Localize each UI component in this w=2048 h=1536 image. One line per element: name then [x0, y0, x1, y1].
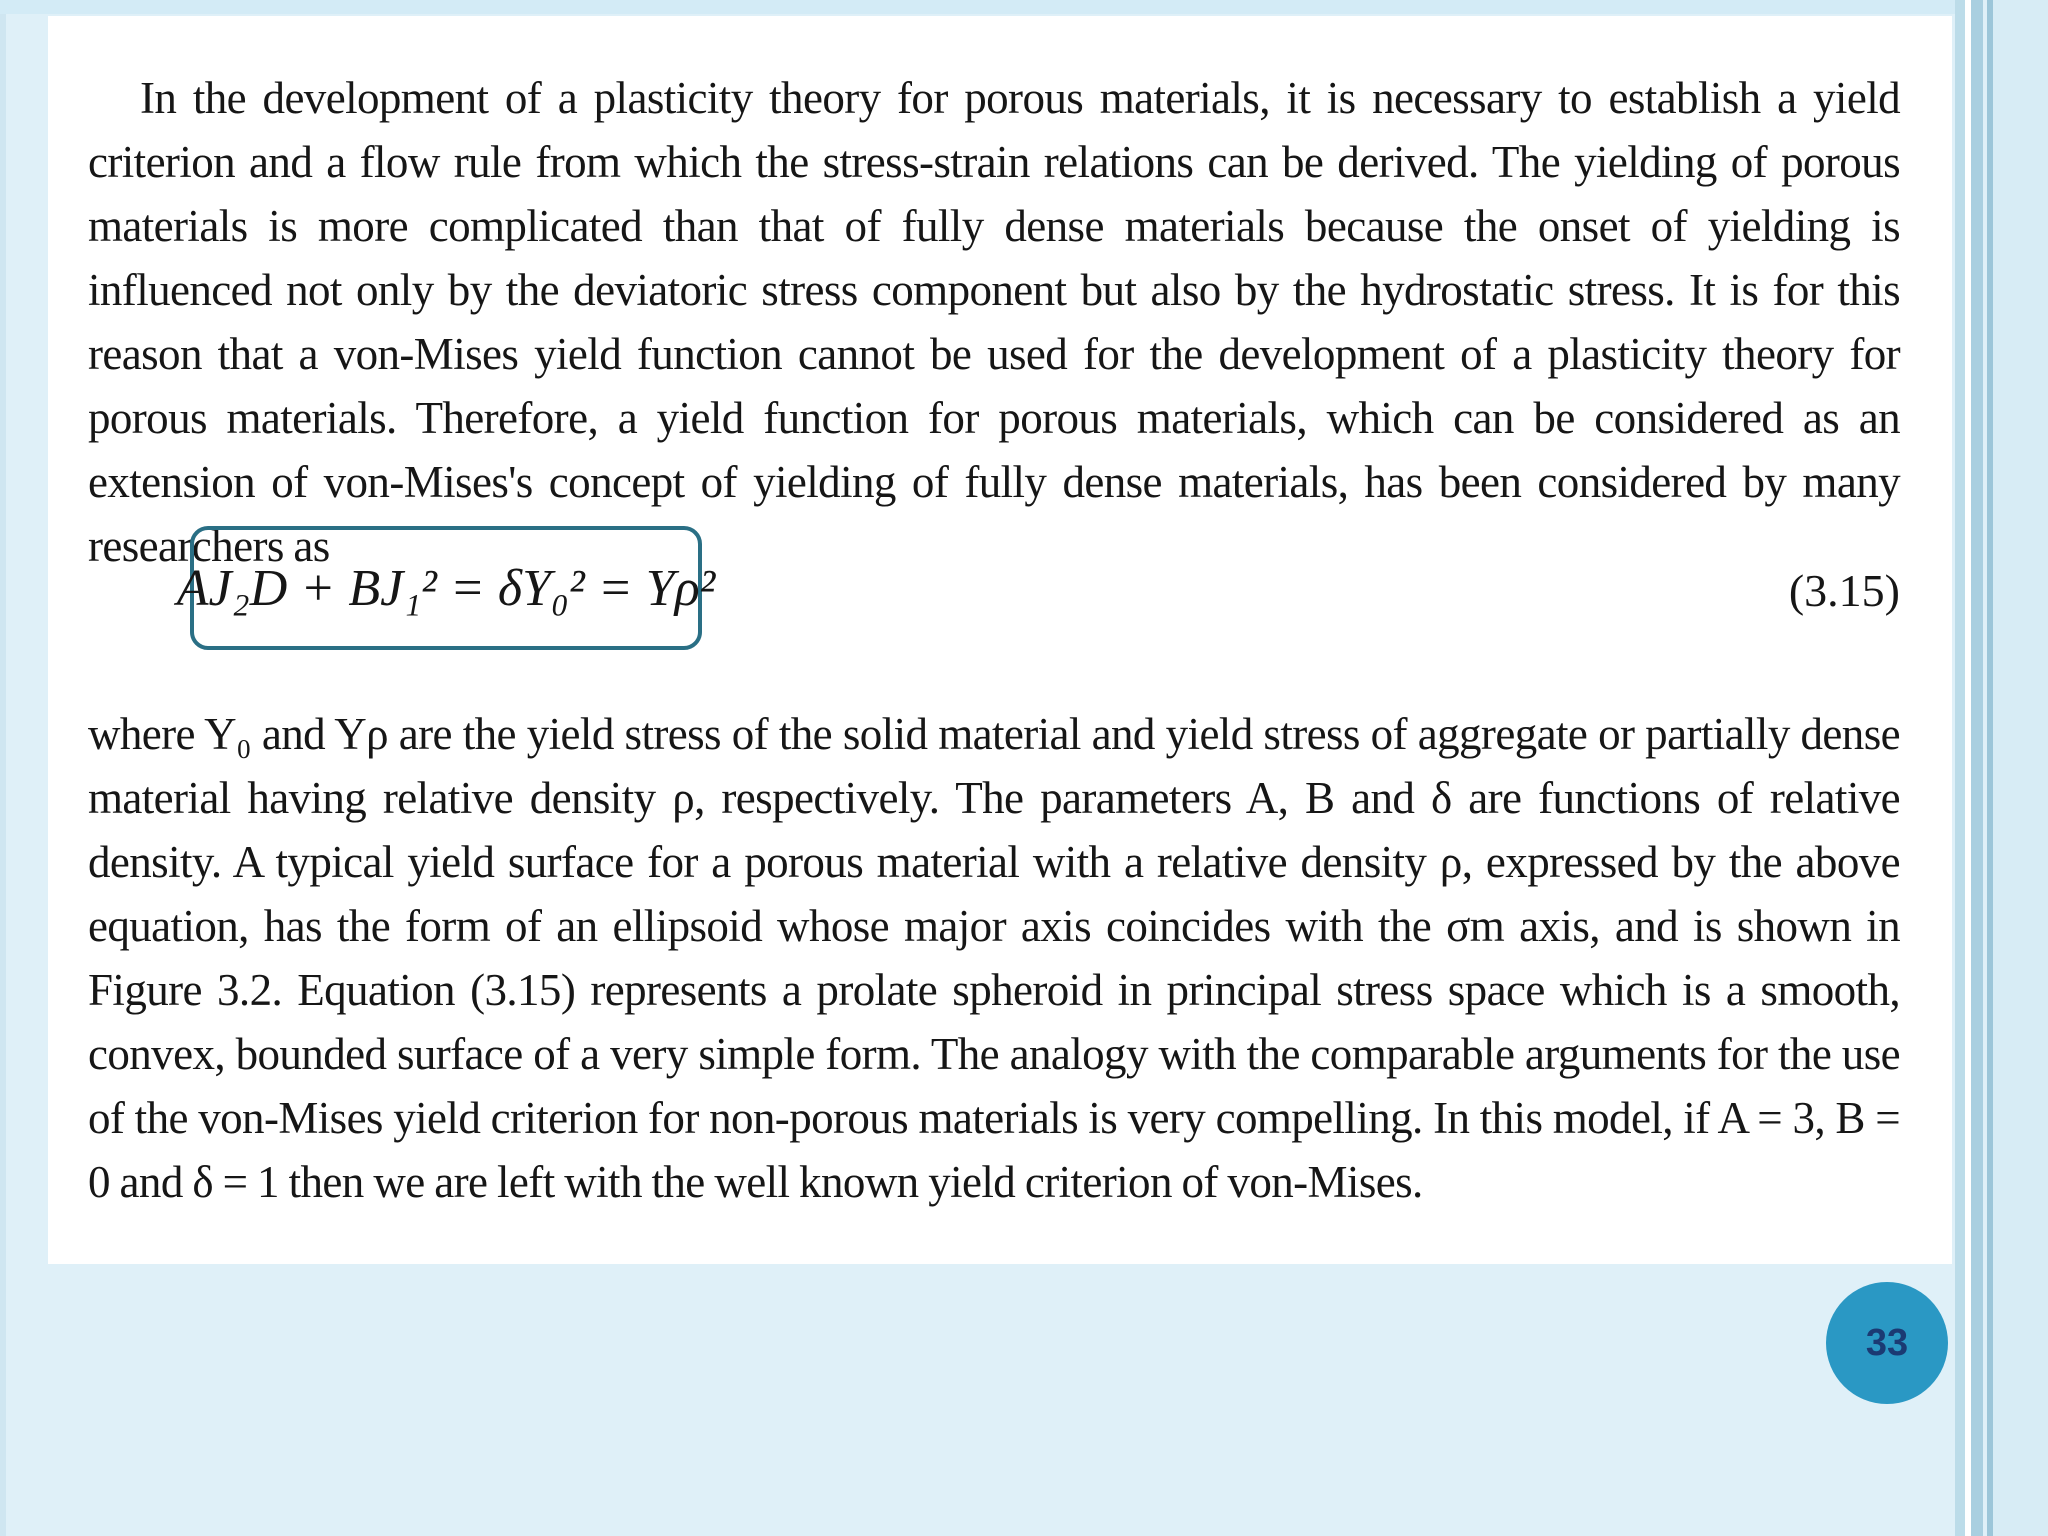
intro-paragraph: In the development of a plasticity theory for porous materials, it is necessary to establish a yield criterion and a flow rule from which the stress-strain relations can be derived. The yielding of porous materials is more complicated than that of fully dense materials because the onset of yielding is influenced not only by the deviatoric stress component but also by the hydrostatic stress. It is for this reason that a von-Mises yield function cannot be used for the development of a plasticity theory for porous materials. Therefore, a yield function for porous materials, which can be considered as an extension of von-Mises's concept of yielding of fully dense materials, has been considered by many researchers as — [88, 73, 1900, 571]
left-edge-stripe — [0, 0, 6, 1536]
page-number-badge — [1826, 1282, 1948, 1404]
yield-criterion-equation: AJ₂D + BJ₁² = δY₀² = Yρ² — [176, 559, 716, 617]
right-decor-stripe — [1955, 0, 1965, 1536]
slide-content-panel — [48, 16, 1952, 1264]
right-decor-stripe — [1993, 0, 2048, 1536]
top-band — [0, 0, 1955, 14]
right-decor-stripe — [1971, 0, 1983, 1536]
page-number: 33 — [1865, 1321, 1909, 1364]
equation-box — [176, 526, 716, 650]
explanation-paragraph: where Y₀ and Yρ are the yield stress of the solid material and yield stress of aggregate or partially dense material having relative density ρ, respectively. The parameters A, B and δ are functions of relative density. A typical yield surface for a porous material with a relative density ρ, expressed by the above equation, has the form of an ellipsoid whose major axis coincides with the σm axis, and is shown in Figure 3.2. Equation (3.15) represents a prolate spheroid in principal stress space which is a smooth, convex, bounded surface of a very simple form. The analogy with the comparable arguments for the use of the von-Mises yield criterion for non-porous materials is very compelling. In this model, if A = 3, B = 0 and δ = 1 then we are left with the well known yield criterion of von-Mises. — [88, 709, 1900, 1207]
equation-number: (3.15) — [1788, 565, 1900, 616]
